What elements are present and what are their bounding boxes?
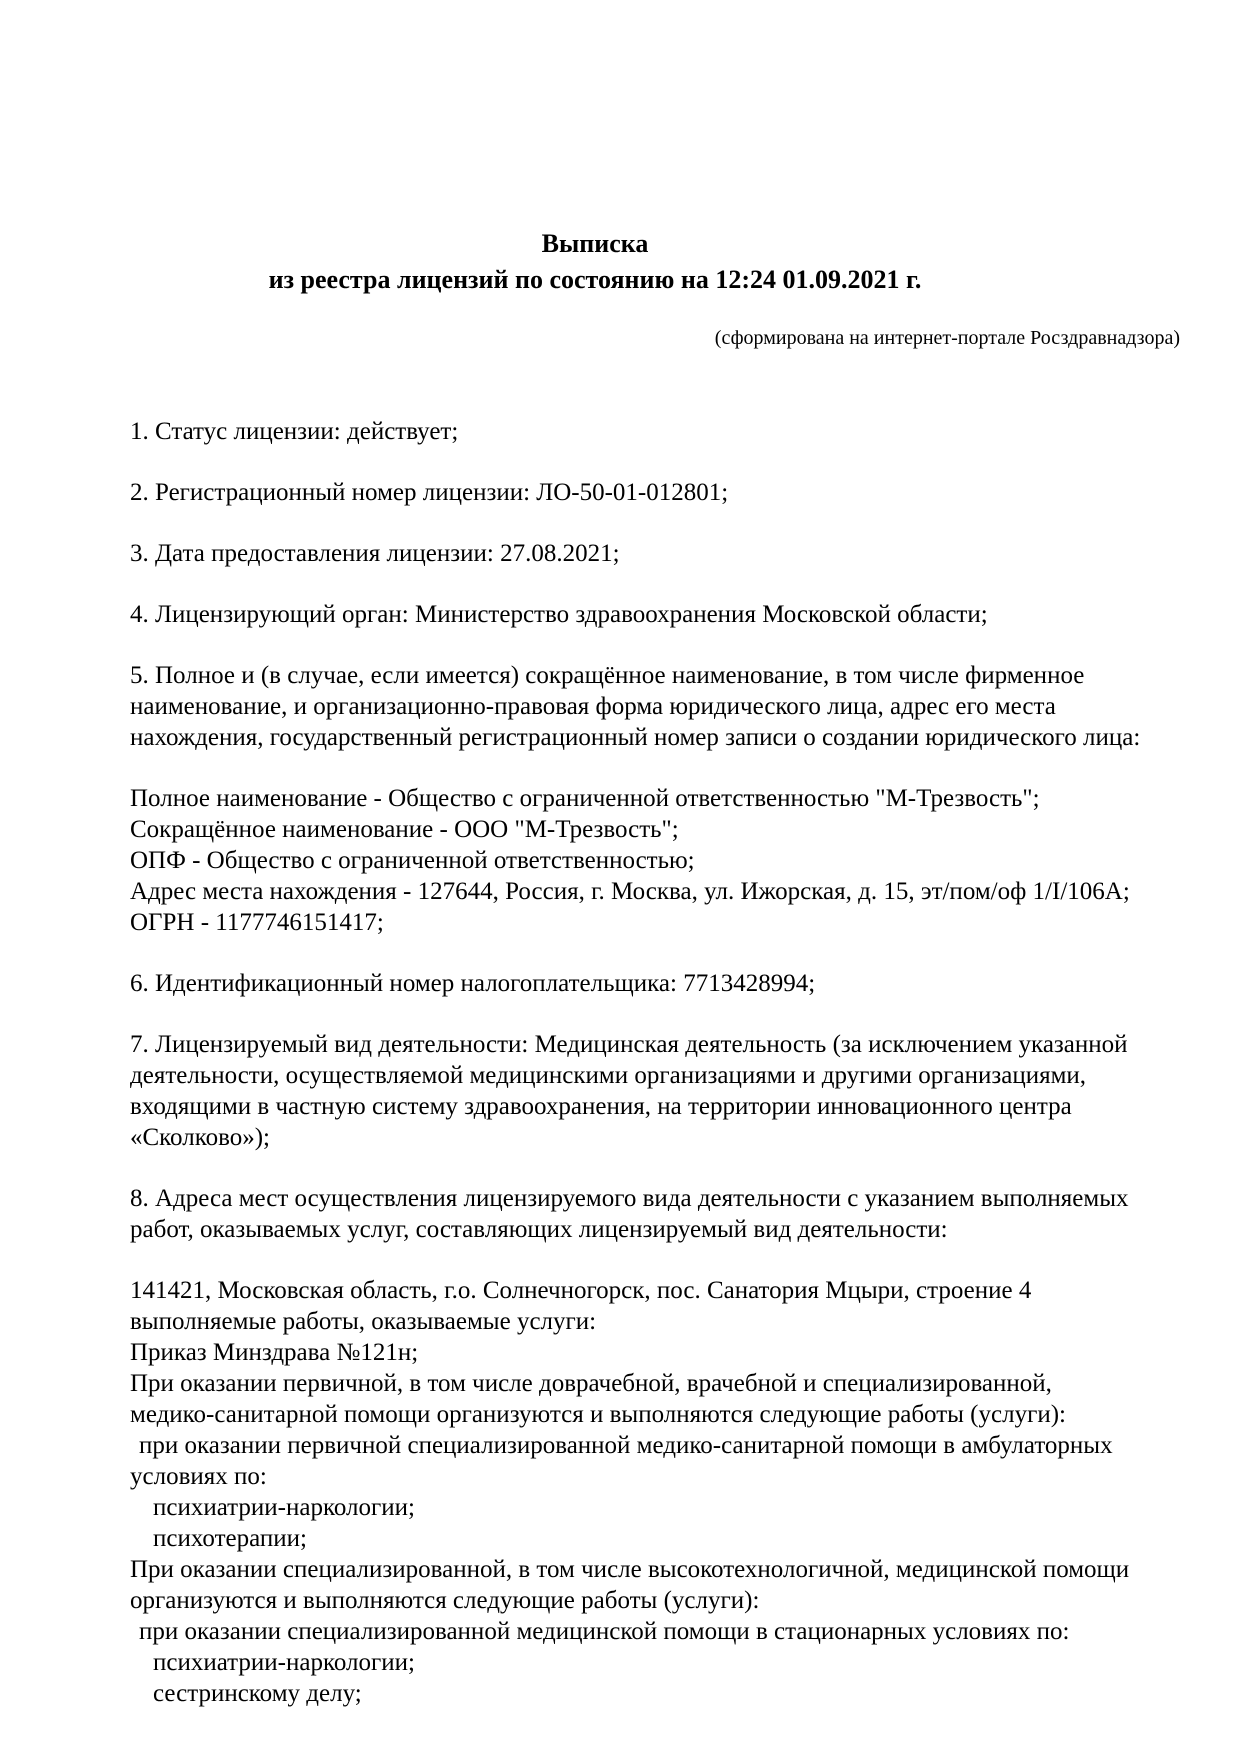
text-line: деятельности, осуществляемой медицинскими организациями и другими организациями,	[130, 1062, 1087, 1089]
text-line: медико-санитарной помощи организуются и выполняются следующие работы (услуги):	[130, 1401, 1066, 1428]
paragraph-block	[130, 416, 1180, 447]
paragraph-block	[130, 1275, 1180, 1709]
text-line: 8. Адреса мест осуществления лицензируемого вида деятельности с указанием выполняемых	[130, 1185, 1129, 1212]
text-line: 141421, Московская область, г.о. Солнечногорск, пос. Санатория Мцыри, строение 4	[130, 1277, 1032, 1304]
text-line: 4. Лицензирующий орган: Министерство здравоохранения Московской области;	[130, 601, 988, 628]
text-line: психиатрии-наркологии;	[153, 1649, 415, 1676]
text-line: Приказ Минздрава №121н;	[130, 1339, 419, 1366]
text-line: при оказании специализированной медицинской помощи в стационарных условиях по:	[139, 1618, 1070, 1645]
text-line: сестринскому делу;	[153, 1680, 362, 1707]
text-line: психотерапии;	[153, 1525, 307, 1552]
text-line: 6. Идентификационный номер налогоплательщика: 7713428994;	[130, 970, 816, 997]
document-title	[130, 226, 1180, 298]
text-line: Сокращённое наименование - ООО "М-Трезвость";	[130, 816, 679, 843]
text-line: 2. Регистрационный номер лицензии: ЛО-50-01-012801;	[130, 479, 729, 506]
text-line: ОПФ - Общество с ограниченной ответственностью;	[130, 847, 695, 874]
text-line: выполняемые работы, оказываемые услуги:	[130, 1308, 597, 1335]
text-line: Полное наименование - Общество с ограниченной ответственностью "М-Трезвость";	[130, 785, 1040, 812]
text-line: психиатрии-наркологии;	[153, 1494, 415, 1521]
paragraph-block	[130, 1029, 1180, 1153]
paragraph-block	[130, 783, 1180, 938]
text-line: 1. Статус лицензии: действует;	[130, 418, 459, 445]
paragraph-block	[130, 1183, 1180, 1245]
document-body	[130, 416, 1180, 1709]
text-line: наименование, и организационно-правовая форма юридического лица, адрес его места	[130, 693, 1056, 720]
text-line: 5. Полное и (в случае, если имеется) сокращённое наименование, в том числе фирменное	[130, 662, 1085, 689]
text-line: 7. Лицензируемый вид деятельности: Медицинская деятельность (за исключением указанной	[130, 1031, 1128, 1058]
paragraph-block	[130, 477, 1180, 508]
paragraph-block	[130, 968, 1180, 999]
text-line: При оказании специализированной, в том числе высокотехнологичной, медицинской помощи	[130, 1556, 1130, 1583]
paragraph-block	[130, 599, 1180, 630]
paragraph-block	[130, 538, 1180, 569]
text-line: При оказании первичной, в том числе доврачебной, врачебной и специализированной,	[130, 1370, 1052, 1397]
document-title-line1: Выписка	[541, 229, 649, 258]
text-line: входящими в частную систему здравоохранения, на территории инновационного центра	[130, 1093, 1072, 1120]
paragraph-block	[130, 660, 1180, 753]
document-title-line2: из реестра лицензий по состоянию на 12:24 01.09.2021 г.	[268, 265, 922, 294]
text-line: Адрес места нахождения - 127644, Россия, г. Москва, ул. Ижорская, д. 15, эт/пом/оф 1/I/106А;	[130, 878, 1130, 905]
document-subtitle: (сформирована на интернет-портале Росздравнадзора)	[714, 327, 1180, 349]
text-line: при оказании первичной специализированной медико-санитарной помощи в амбулаторных	[139, 1432, 1113, 1459]
text-line: условиях по:	[130, 1463, 267, 1490]
text-line: работ, оказываемых услуг, составляющих лицензируемый вид деятельности:	[130, 1216, 948, 1243]
text-line: «Сколково»);	[130, 1124, 270, 1151]
text-line: нахождения, государственный регистрационный номер записи о создании юридического лица:	[130, 724, 1141, 751]
text-line: организуются и выполняются следующие работы (услуги):	[130, 1587, 760, 1614]
text-line: 3. Дата предоставления лицензии: 27.08.2021;	[130, 540, 620, 567]
text-line: ОГРН - 1177746151417;	[130, 909, 384, 936]
